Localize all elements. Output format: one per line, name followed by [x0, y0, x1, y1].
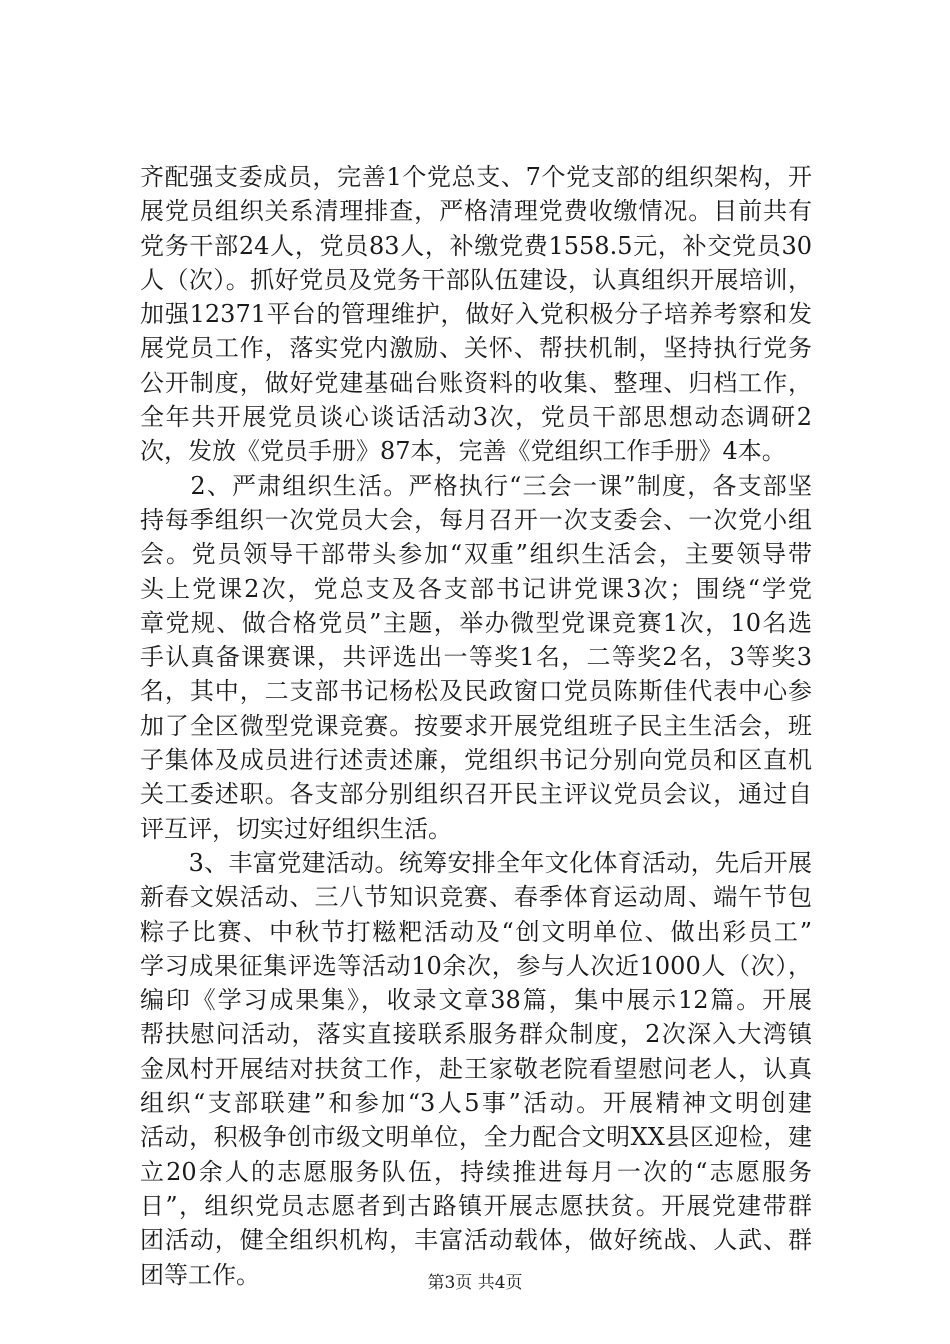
text-line: 粽子比赛、中秋节打糍粑活动及“创文明单位、做出彩员工”: [140, 917, 812, 946]
text-line: 会。党员领导干部带头参加“双重”组织生活会，主要领导带: [140, 540, 812, 569]
text-line: 2、严肃组织生活。严格执行“三会一课”制度，各支部坚: [140, 471, 812, 500]
text-line: 组织“支部联建”和参加“3人5事”活动。开展精神文明创建: [140, 1089, 812, 1118]
text-line: 3、丰富党建活动。统筹安排全年文化体育活动，先后开展: [140, 848, 812, 877]
text-line: 加强12371平台的管理维护，做好入党积极分子培养考察和发: [140, 300, 812, 329]
text-line: 评互评，切实过好组织生活。: [140, 814, 452, 843]
text-line: 学习成果征集评选等活动10余次，参与人次近1000人（次），: [140, 951, 812, 980]
text-line: 帮扶慰问活动，落实直接联系服务群众制度，2次深入大湾镇: [140, 1020, 812, 1049]
text-line: 子集体及成员进行述责述廉，党组织书记分别向党员和区直机: [140, 746, 812, 775]
document-body: [140, 160, 812, 1292]
text-line: 公开制度，做好党建基础台账资料的收集、整理、归档工作，: [140, 368, 812, 397]
text-line: 持每季组织一次党员大会，每月召开一次支委会、一次党小组: [140, 505, 812, 534]
text-line: 头上党课2次，党总支及各支部书记讲党课3次；围绕“学党: [140, 574, 812, 603]
text-line: 党务干部24人，党员83人，补缴党费1558.5元，补交党员30: [140, 231, 812, 260]
text-line: 人（次）。抓好党员及党务干部队伍建设，认真组织开展培训，: [140, 265, 812, 294]
text-line: 名，其中，二支部书记杨松及民政窗口党员陈斯佳代表中心参: [140, 677, 812, 706]
text-line: 金凤村开展结对扶贫工作，赴王家敬老院看望慰问老人，认真: [140, 1054, 812, 1083]
text-line: 日”，组织党员志愿者到古路镇开展志愿扶贫。开展党建带群: [140, 1191, 812, 1220]
text-line: 手认真备课赛课，共评选出一等奖1名，二等奖2名，3等奖3: [140, 643, 812, 672]
text-line: 关工委述职。各支部分别组织召开民主评议党员会议，通过自: [140, 780, 812, 809]
text-line: 团等工作。: [140, 1260, 260, 1289]
text-line: 展党员工作，落实党内激励、关怀、帮扶机制，坚持执行党务: [140, 334, 812, 363]
text-line: 新春文娱活动、三八节知识竞赛、春季体育运动周、端午节包: [140, 883, 812, 912]
text-line: 齐配强支委成员，完善1个党总支、7个党支部的组织架构，开: [140, 163, 812, 191]
text-line: 活动，积极争创市级文明单位，全力配合文明XX县区迎检，建: [140, 1123, 812, 1152]
text-line: 展党员组织关系清理排查，严格清理党费收缴情况。目前共有: [140, 197, 812, 226]
text-line: 团活动，健全组织机构，丰富活动载体，做好统战、人武、群: [140, 1226, 812, 1255]
text-line: 全年共开展党员谈心谈话活动3次，党员干部思想动态调研2: [140, 403, 812, 432]
text-line: 章党规、做合格党员”主题，举办微型党课竞赛1次，10名选: [140, 608, 812, 637]
page-footer: 第3页 共4页: [427, 1273, 523, 1293]
text-line: 次，发放《党员手册》87本，完善《党组织工作手册》4本。: [140, 437, 786, 466]
text-line: 立20余人的志愿服务队伍，持续推进每月一次的“志愿服务: [140, 1157, 812, 1186]
text-line: 编印《学习成果集》，收录文章38篇，集中展示12篇。开展: [140, 986, 812, 1015]
text-line: 加了全区微型党课竞赛。按要求开展党组班子民主生活会，班: [140, 711, 812, 740]
